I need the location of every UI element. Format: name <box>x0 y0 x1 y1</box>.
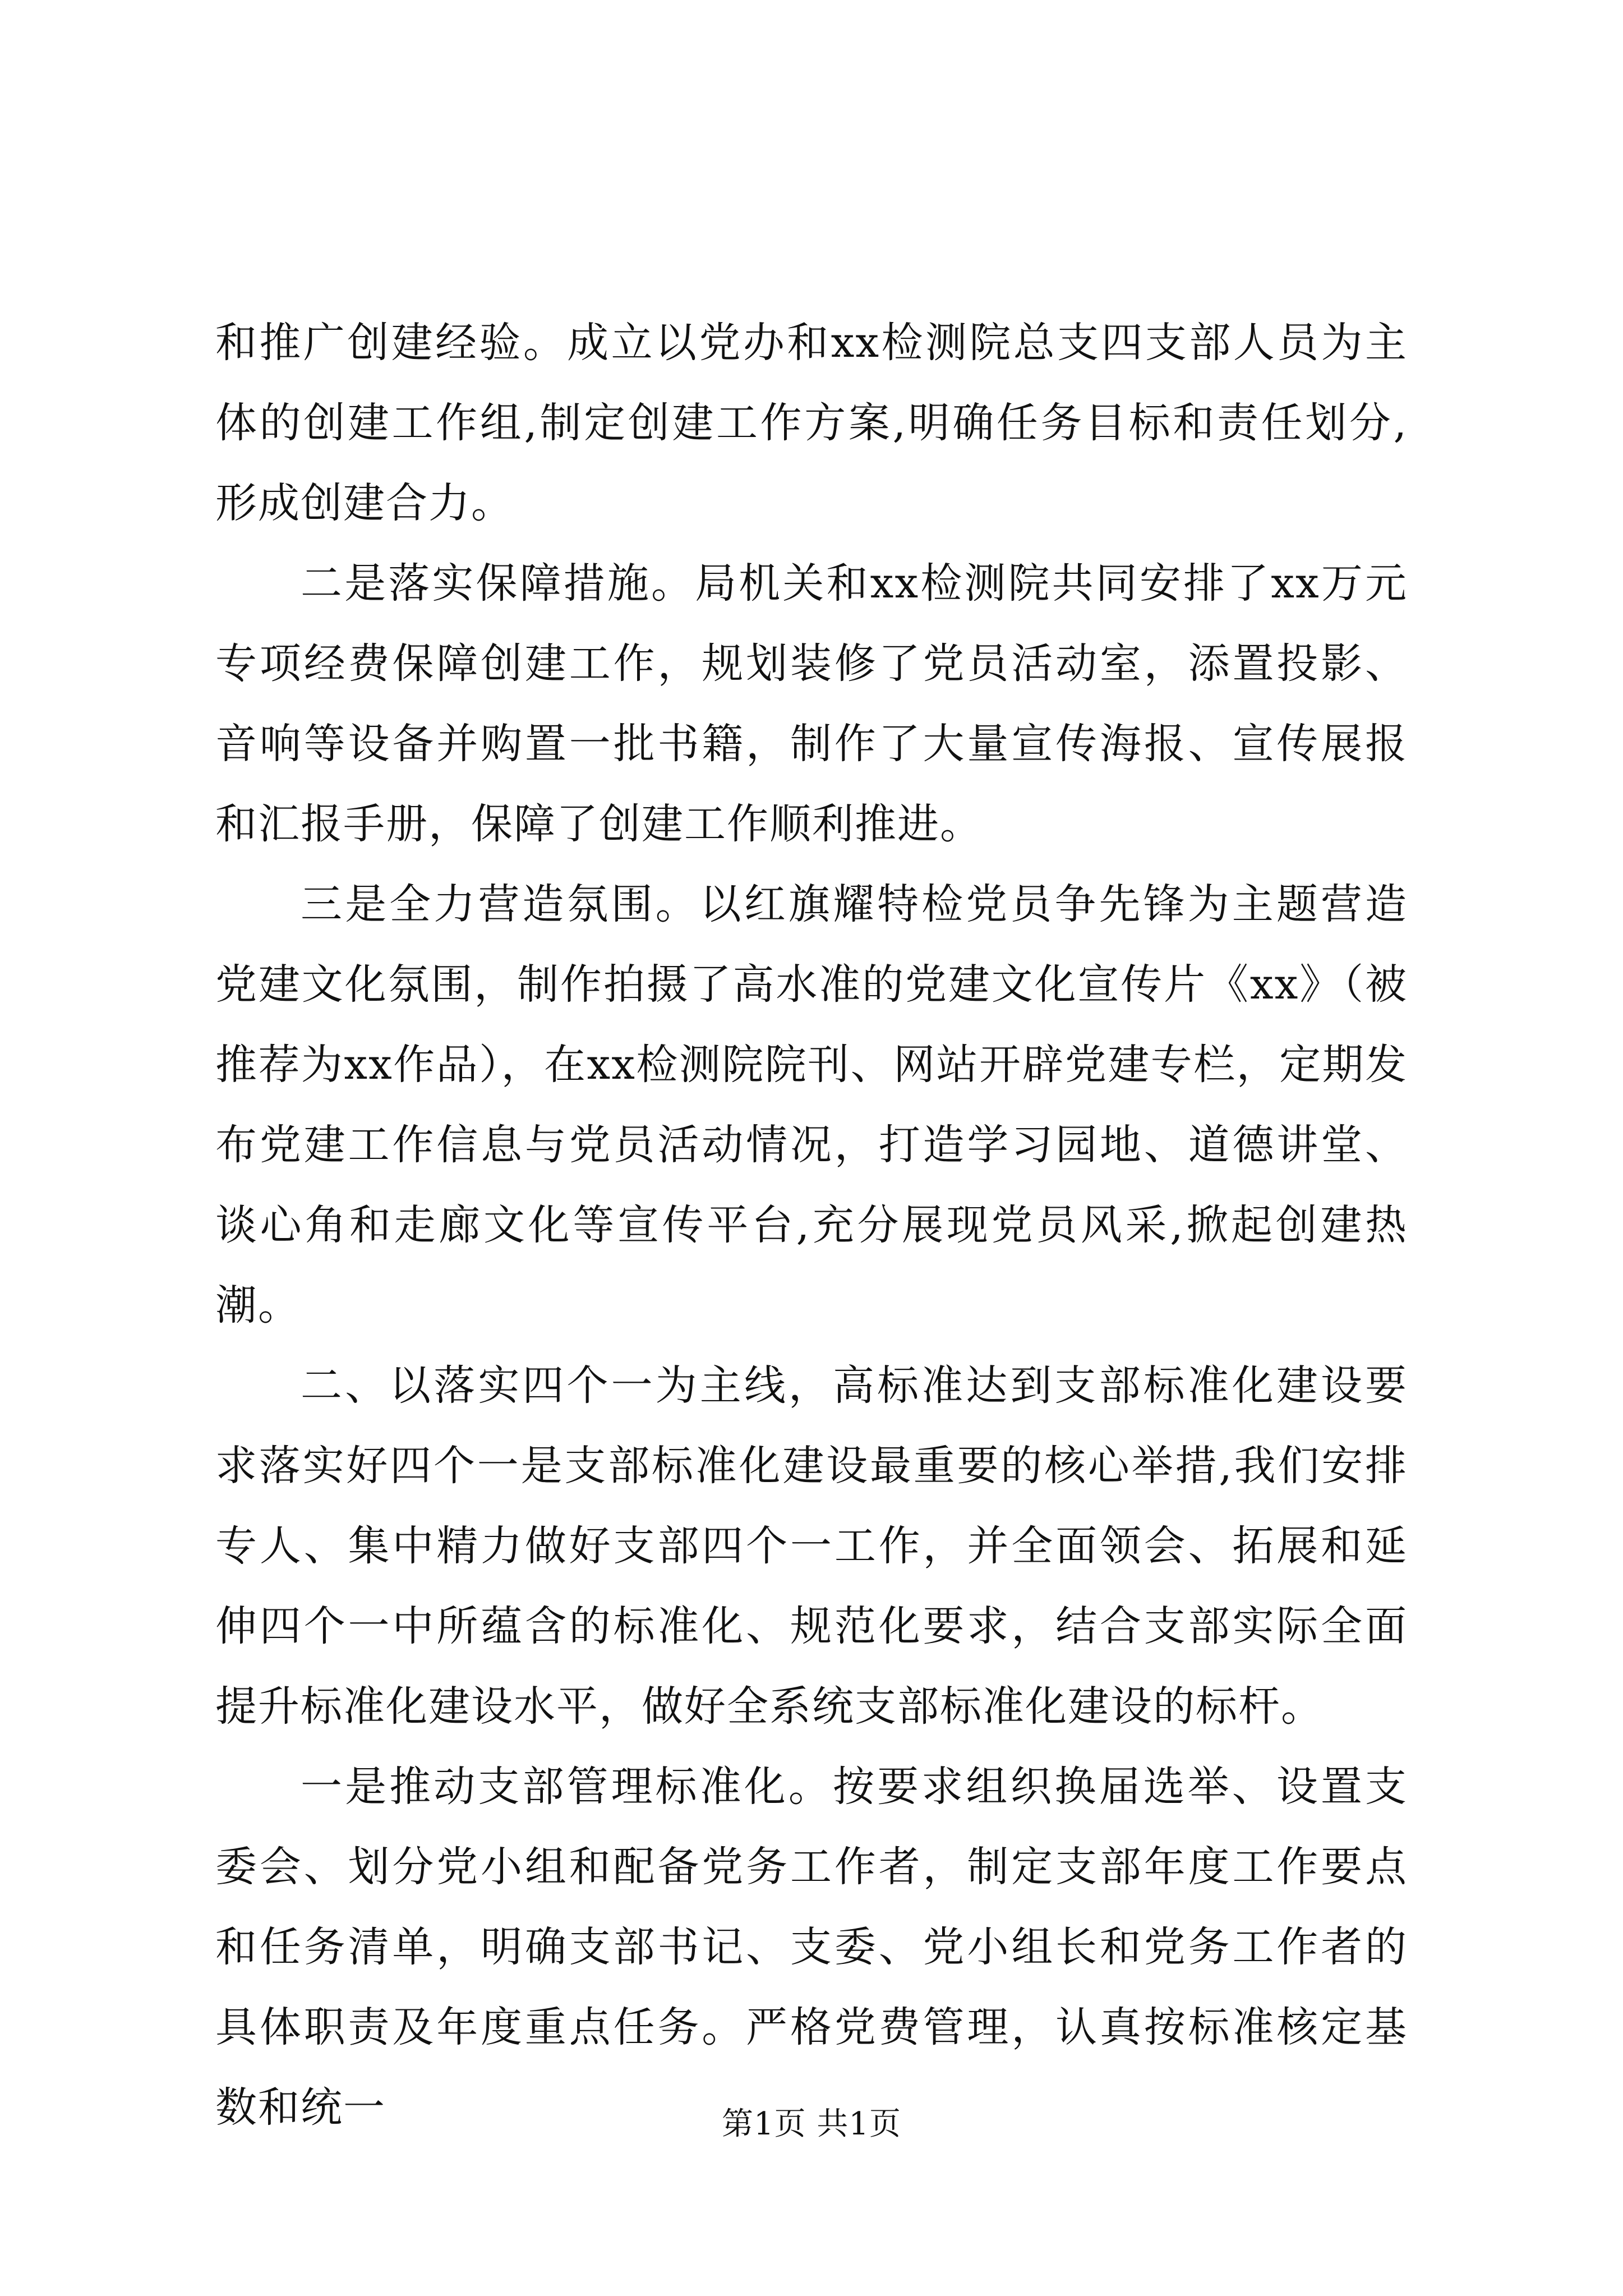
paragraph: 三是全力营造氛围。以红旗耀特检党员争先锋为主题营造党建文化氛围，制作拍摄了高水准的党建文化宣传片《xx》（被推荐为xx作品），在xx检测院院刊、网站开辟党建专栏，定期发布党建工作信息与党员活动情况，打造学习园地、道德讲堂、谈心角和走廊文化等宣传平台,充分展现党员风采,掀起创建热潮。 <box>215 880 1408 1329</box>
page-footer: 第1页 共1页 <box>721 2106 902 2142</box>
paragraph: 二、以落实四个一为主线，高标准达到支部标准化建设要求落实好四个一是支部标准化建设最重要的核心举措,我们安排专人、集中精力做好支部四个一工作，并全面领会、拓展和延伸四个一中所蕴含的标准化、规范化要求，结合支部实际全面提升标准化建设水平，做好全系统支部标准化建设的标杆。 <box>215 1361 1408 1731</box>
paragraph: 一是推动支部管理标准化。按要求组织换届选举、设置支委会、划分党小组和配备党务工作者，制定支部年度工作要点和任务清单，明确支部书记、支委、党小组长和党务工作者的具体职责及年度重点任务。严格党费管理，认真按标准核定基数和统一 <box>215 1763 1408 2132</box>
paragraph: 二是落实保障措施。局机关和xx检测院共同安排了xx万元专项经费保障创建工作，规划装修了党员活动室，添置投影、音响等设备并购置一批书籍，制作了大量宣传海报、宣传展报和汇报手册，保障了创建工作顺利推进。 <box>215 559 1408 848</box>
paragraph: 和推广创建经验。成立以党办和xx检测院总支四支部人员为主体的创建工作组,制定创建工作方案,明确任务目标和责任划分,形成创建合力。 <box>215 319 1408 527</box>
document-body <box>215 303 1408 2148</box>
